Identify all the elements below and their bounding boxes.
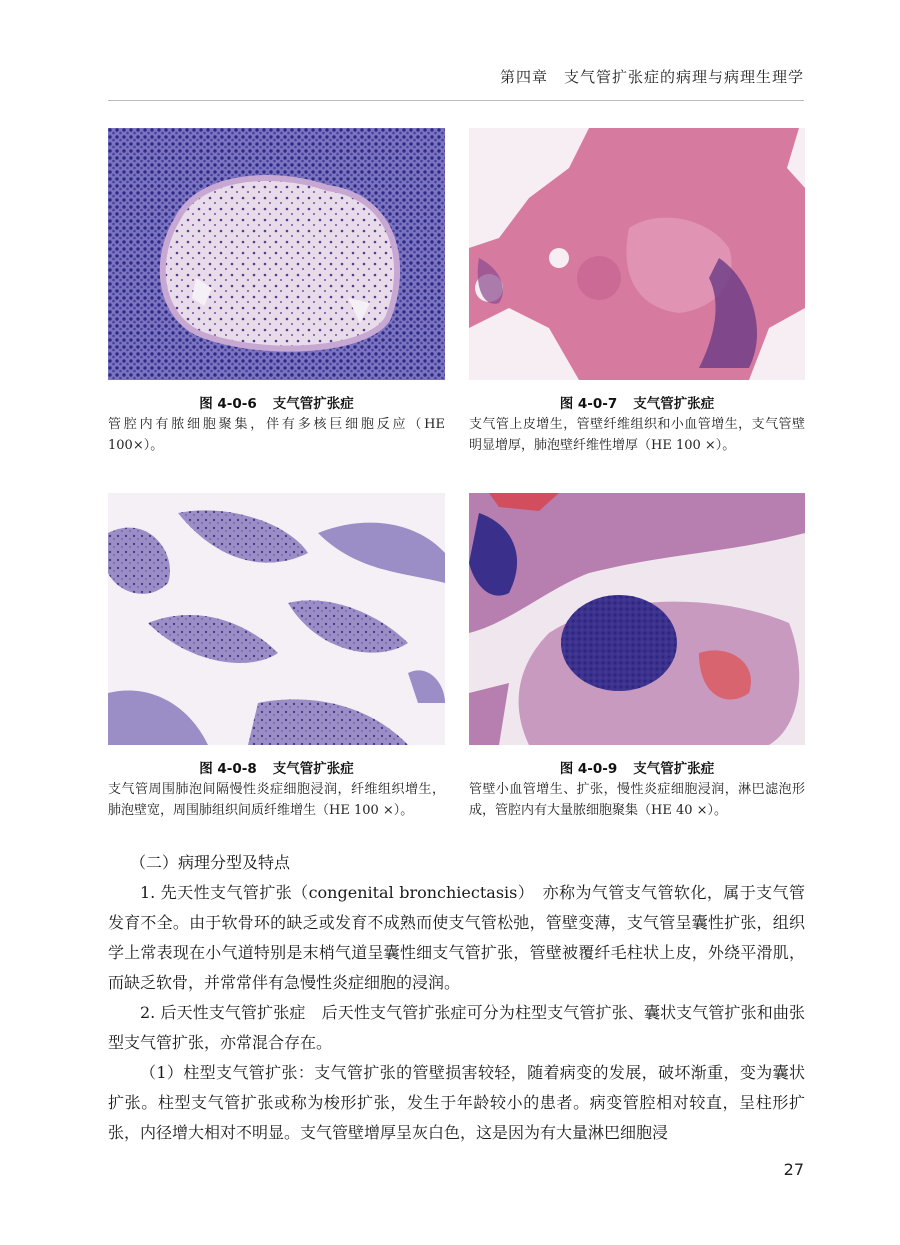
- figure-title: 支气管扩张症: [272, 761, 354, 777]
- body-paragraph: 1. 先天性支气管扩张（congenital bronchiectasis） 亦称为气管支气管软化，属于支气管发育不全。由于软骨环的缺乏或发育不成熟而使支气管松弛，管壁变薄，支气管呈囊性扩张，组织学上常表现在小气道特别是末梢气道呈囊性细支气管扩张，管壁被覆纤毛柱状上皮，外绕平滑肌，而缺乏软骨，并常常伴有急慢性炎症细胞的浸润。: [108, 883, 805, 992]
- page-number: 27: [783, 1160, 804, 1179]
- figure-4-0-9-caption: 管壁小血管增生、扩张，慢性炎症细胞浸润，淋巴滤泡形成，管腔内有大量脓细胞聚集（HE 40 ×）。: [469, 782, 805, 818]
- figure-4-0-7-caption: 支气管上皮增生，管壁纤维组织和小血管增生，支气管壁明显增厚，肺泡壁纤维性增厚（HE 100 ×）。: [469, 417, 805, 453]
- figure-number: 图 4-0-8: [199, 761, 257, 777]
- figure-4-0-7-title: [469, 392, 805, 412]
- figure-number: 图 4-0-7: [559, 396, 618, 412]
- body-paragraph: （1）柱型支气管扩张：支气管扩张的管壁损害较轻，随着病变的发展，破坏渐重，变为囊状扩张。柱型支气管扩张或称为梭形扩张，发生于年龄较小的患者。病变管腔相对较直，呈柱形扩张，内径增大相对不明显。支气管壁增厚呈灰白色，这是因为有大量淋巴细胞浸: [108, 1063, 805, 1142]
- micrograph-4-0-6: [108, 128, 445, 380]
- body-paragraph: 2. 后天性支气管扩张症 后天性支气管扩张症可分为柱型支气管扩张、囊状支气管扩张和曲张型支气管扩张，亦常混合存在。: [108, 1003, 805, 1052]
- figure-4-0-9-title: [469, 757, 805, 777]
- figure-4-0-6-title: [108, 392, 445, 412]
- figure-title: 支气管扩张症: [633, 396, 715, 412]
- figure-title: 支气管扩张症: [272, 396, 354, 412]
- section-heading: （二）病理分型及特点: [130, 853, 291, 872]
- figure-number: 图 4-0-6: [199, 396, 257, 412]
- micrograph-4-0-7: [469, 128, 805, 380]
- figure-number: 图 4-0-9: [559, 761, 618, 777]
- header-rule: [108, 100, 804, 101]
- figure-title: 支气管扩张症: [633, 761, 715, 777]
- micrograph-4-0-9: [469, 493, 805, 745]
- micrograph-4-0-8: [108, 493, 445, 745]
- running-header: 第四章 支气管扩张症的病理与病理生理学: [499, 68, 804, 86]
- figure-4-0-8-title: [108, 757, 445, 777]
- figure-4-0-6-caption: 管腔内有脓细胞聚集，伴有多核巨细胞反应（HE 100×）。: [108, 417, 445, 453]
- figure-4-0-8-caption: 支气管周围肺泡间隔慢性炎症细胞浸润，纤维组织增生，肺泡壁宽，周围肺组织间质纤维增生（HE 100 ×）。: [108, 782, 445, 818]
